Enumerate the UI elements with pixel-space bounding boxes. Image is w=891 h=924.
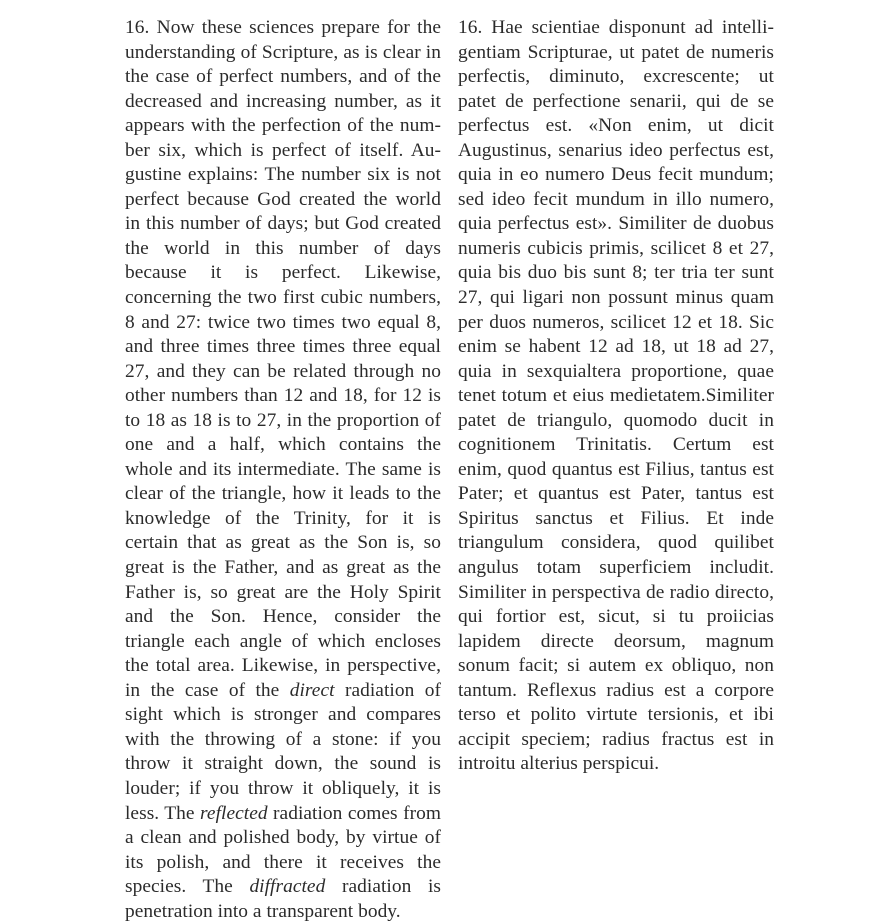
english-text-segment: 16. Now these sciences prepare for the understanding of Scripture, as is clear in the case of perfect numbers, and of the decreased and increasing number, as it appears with the perfection of the number six, which is perfect of itself. Augustine explains: The number six is not perfect because God created the world in this number of days; but God created the world in this number of days because it is perfect. Likewise, concerning the two first cubic numbers, 8 and 27: twice two times two equal 8, and three times three times three equal 27, and they can be related through no other numbers than 12 and 18, for 12 is to 18 as 18 is to 27, in the proportion of one and a half, which contains the whole and its intermediate. The same is clear of the triangle, how it leads to the knowledge of the Trinity, for it is certain that as great as the Son is, so great is the Father, and as great as the Father is, so great are the Holy Spirit and the Son. Hence, consider the triangle each angle of which encloses the total area. Likewise, in perspective, in the case of the	[125, 17, 441, 701]
english-italic-term-diffracted: diffracted	[249, 876, 326, 898]
latin-column	[458, 16, 774, 777]
english-text-segment: radiation of sight which is stronger and compares with the throwing of a stone: if you throw it straight down, the sound is louder; if you throw it obliquely, it is less. The	[125, 679, 441, 824]
english-italic-term-reflected: reflected	[200, 802, 268, 824]
english-text-segment: radiation is penetration into a transparent body.	[125, 876, 441, 922]
english-italic-term-direct: direct	[289, 679, 335, 701]
english-paragraph-16	[125, 16, 441, 924]
english-text-segment: radiation comes from a clean and polished body, by virtue of its polish, and there it receives the species. The	[125, 802, 441, 898]
latin-paragraph-16: 16. Hae scientiae disponunt ad intelligentiam Scripturae, ut patet de numeris perfectis, diminuto, excrescente; ut patet de perfectione senarii, qui de se perfectus est. «Non enim, ut dicit Augustinus, senarius ideo perfectus est, quia in eo numero Deus fecit mundum; sed ideo fecit mundum in illo numero, quia perfectus est». Similiter de duobus numeris cubicis primis, scilicet 8 et 27, quia bis duo bis sunt 8; ter tria ter sunt 27, qui ligari non possunt minus quam per duos numeros, scilicet 12 et 18. Sic enim se habent 12 ad 18, ut 18 ad 27, quia in sexquialtera proportione, quae tenet totum et eius medietatem.Similiter patet de triangulo, quomodo ducit in cognitionem Trinitatis. Certum est enim, quod quantus est Filius, tantus est Pater; et quantus est Pater, tantus est Spiritus sanctus et Filius. Et inde triangulum considera, quod quilibet angulus totam superficiem includit. Similiter in perspectiva de radio directo, qui fortior est, sicut, si tu proiicias lapidem directe deorsum, magnum sonum facit; si autem ex obliquo, non tantum. Reflexus radius est a corpore terso et polito virtute tersionis, et ibi accipit speciem; radius fractus est in introitu alterius perspicui.	[458, 17, 774, 775]
english-column	[125, 16, 441, 924]
